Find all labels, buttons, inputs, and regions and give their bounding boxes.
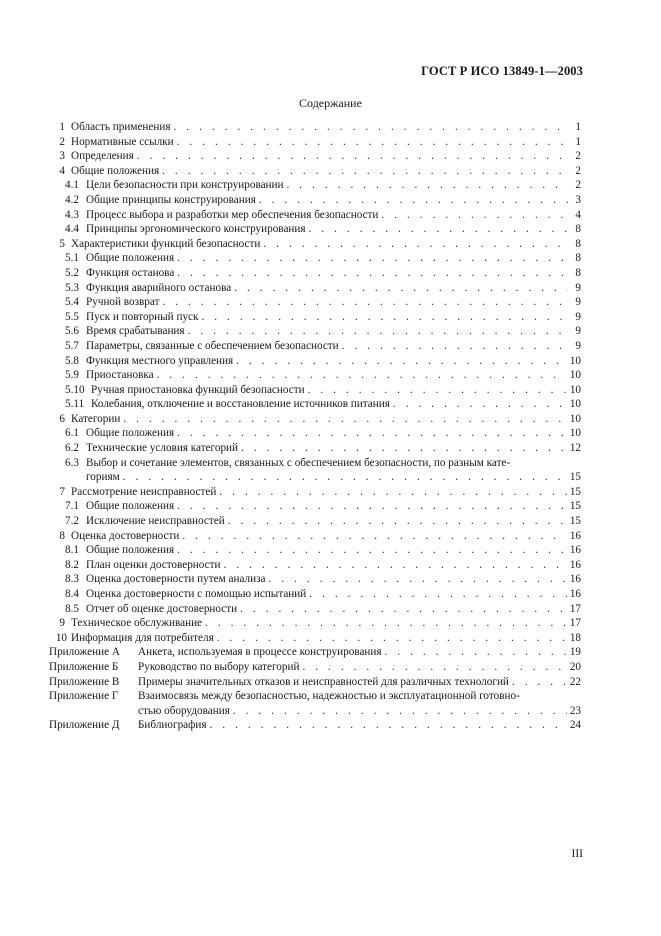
toc-entry[interactable] — [49, 237, 581, 252]
toc-entry-number: 2 — [59, 135, 65, 148]
dot-leader — [210, 718, 567, 733]
standard-designation: ГОСТ Р ИСО 13849-1—2003 — [421, 64, 583, 78]
toc-entry-title: Время срабатывания — [86, 325, 185, 338]
dot-leader — [234, 281, 568, 296]
dot-leader — [205, 616, 567, 631]
dot-leader — [263, 237, 568, 252]
toc-entry-number: 5.5 — [65, 310, 79, 323]
toc-entry-title: Общие положения — [86, 500, 175, 513]
dot-leader — [309, 587, 567, 602]
dot-leader — [177, 266, 568, 281]
toc-entry-page: 15 — [569, 515, 581, 528]
toc-entry-page: 23 — [569, 704, 581, 717]
toc-entry[interactable] — [49, 281, 581, 296]
toc-entry-title: Категории — [71, 412, 121, 425]
toc-entry-title: Область применения — [71, 121, 171, 133]
toc-entry-page: 4 — [575, 208, 581, 221]
toc-entry-title: Общие положения — [71, 164, 160, 177]
toc-entry-page: 16 — [569, 529, 581, 542]
dot-leader — [177, 499, 567, 514]
toc-entry-number: 5.6 — [65, 325, 79, 338]
toc-entry-number: Приложение Г — [49, 690, 119, 703]
toc-entry-page: 8 — [575, 223, 581, 236]
toc-entry-title: План оценки достоверности — [86, 558, 221, 571]
toc-entry[interactable] — [49, 397, 581, 412]
page-title: Содержание — [299, 96, 362, 110]
toc-entry-page: 20 — [569, 660, 581, 673]
toc-entry[interactable] — [49, 645, 581, 660]
dot-leader — [240, 602, 567, 617]
toc-entry-number: 6.2 — [65, 442, 79, 455]
toc-entry[interactable] — [49, 354, 581, 369]
toc-entry-page: 15 — [569, 485, 581, 498]
toc-entry[interactable] — [49, 266, 581, 281]
toc-entry-page: 10 — [569, 427, 581, 440]
dot-leader — [123, 470, 567, 485]
toc-entry-number: 4.1 — [65, 179, 79, 192]
toc-entry-page: 9 — [575, 281, 581, 294]
toc-entry-title: Отчет об оценке достоверности — [86, 602, 238, 615]
dot-leader — [236, 354, 567, 369]
toc-entry-number: 10 — [55, 631, 67, 644]
toc-entry-number: Приложение В — [49, 675, 120, 688]
toc-entry-number: 7 — [59, 485, 65, 498]
dot-leader — [219, 485, 566, 500]
toc-entry[interactable] — [49, 339, 581, 354]
toc-entry-page: 8 — [575, 237, 581, 250]
toc-entry-page: 2 — [575, 150, 581, 163]
toc-entry-title: Общие принципы конструирования — [86, 193, 256, 206]
toc-entry-number: 6.3 — [65, 456, 79, 469]
toc-entry-number: 5.10 — [65, 383, 85, 396]
toc-entry[interactable] — [49, 631, 581, 646]
dot-leader — [177, 135, 568, 150]
dot-leader — [201, 310, 568, 325]
toc-entry[interactable] — [49, 193, 581, 208]
toc-entry-page: 9 — [575, 296, 581, 309]
toc-entry-number: 6 — [59, 412, 65, 425]
toc-entry-number: Приложение А — [49, 646, 120, 659]
toc-entry-number: 5.2 — [65, 266, 79, 279]
dot-leader — [302, 660, 566, 675]
toc-entry-page: 9 — [575, 310, 581, 323]
toc-entry-title: Приостановка — [86, 369, 154, 382]
toc-entry-title: Определения — [71, 150, 134, 163]
dot-leader — [157, 368, 567, 383]
toc-entry-title: Техническое обслуживание — [71, 617, 203, 630]
dot-leader — [385, 645, 567, 660]
dot-leader — [309, 222, 568, 237]
toc-entry-title: Оценка достоверности с помощью испытаний — [86, 588, 307, 600]
toc-entry[interactable] — [49, 558, 581, 573]
toc-entry-page: 16 — [569, 573, 581, 586]
toc-entry-page: 16 — [569, 588, 581, 600]
dot-leader — [228, 514, 567, 529]
toc-entry-title-continuation: стью оборудования — [138, 704, 230, 717]
dot-leader — [137, 149, 568, 164]
toc-entry-page: 15 — [569, 500, 581, 513]
toc-entry[interactable] — [49, 310, 581, 325]
toc-entry-title: Оценка достоверности путем анализа — [86, 573, 266, 586]
toc-entry-number: 3 — [59, 150, 65, 163]
toc-entry-number: 7.2 — [65, 515, 79, 528]
toc-entry-page: 16 — [569, 558, 581, 571]
toc-entry-title: Ручной возврат — [86, 296, 160, 309]
dot-leader — [241, 441, 567, 456]
toc-entry-title: Функция останова — [86, 266, 175, 279]
toc-entry[interactable] — [49, 441, 581, 456]
toc-entry-page: 12 — [569, 442, 581, 455]
toc-entry[interactable] — [49, 514, 581, 529]
toc-entry-title: Характеристики функций безопасности — [71, 237, 261, 250]
toc-entry-number: 5.8 — [65, 354, 79, 367]
toc-entry-page: 10 — [569, 354, 581, 367]
toc-entry[interactable] — [49, 689, 581, 718]
toc-entry-page: 18 — [569, 631, 581, 644]
toc-entry[interactable] — [49, 602, 581, 617]
toc-entry-number: 1 — [59, 121, 65, 133]
toc-entry-title: Технические условия категорий — [86, 442, 239, 455]
toc-entry-number: 9 — [59, 617, 65, 630]
toc-entry-page: 9 — [575, 325, 581, 338]
toc-entry-title: Процесс выбора и разработки мер обеспечения безопасности — [86, 208, 379, 221]
toc-entry-page: 10 — [569, 383, 581, 396]
dot-leader — [217, 631, 567, 646]
toc-entry-title: Колебания, отключение и восстановление источников питания — [91, 398, 390, 411]
toc-entry-number: 5.9 — [65, 369, 79, 382]
toc-entry-title: Функция местного управления — [86, 354, 234, 367]
toc-entry-title: Примеры значительных отказов и неисправностей для различных технологий — [138, 675, 509, 688]
toc-entry-page: 10 — [569, 398, 581, 411]
dot-leader — [259, 193, 568, 208]
toc-entry-page: 1 — [575, 121, 581, 133]
dot-leader — [177, 251, 568, 266]
toc-entry-title: Взаимосвязь между безопасностью, надежностью и эксплуатационной готовно- — [138, 690, 520, 703]
toc-entry-title: Руководство по выбору категорий — [138, 660, 300, 673]
dot-leader — [224, 558, 567, 573]
toc-entry-title-continuation: гориям — [86, 471, 120, 484]
toc-entry[interactable] — [49, 383, 581, 398]
toc-entry-title: Общие положения — [86, 427, 175, 440]
toc-entry[interactable] — [49, 164, 581, 179]
toc-entry[interactable] — [49, 324, 581, 339]
dot-leader — [162, 295, 568, 310]
toc-entry-number: 4.3 — [65, 208, 79, 221]
toc-entry-number: 7.1 — [65, 500, 79, 513]
toc-entry[interactable] — [49, 587, 581, 602]
toc-entry-title: Принципы эргономического конструирования — [86, 223, 306, 236]
toc-entry-page: 24 — [569, 719, 581, 732]
toc-entry-title: Параметры, связанные с обеспечением безопасности — [86, 339, 339, 352]
toc-entry-number: 8.2 — [65, 558, 79, 571]
page-number: III — [571, 848, 583, 860]
toc-entry-title: Рассмотрение неисправностей — [71, 485, 217, 498]
toc-entry[interactable] — [49, 456, 581, 485]
toc-entry[interactable] — [49, 412, 581, 427]
toc-entry[interactable] — [49, 485, 581, 500]
toc-entry-page: 9 — [575, 339, 581, 352]
toc-entry[interactable] — [49, 368, 581, 383]
toc-entry-page: 2 — [575, 179, 581, 192]
toc-entry-page: 8 — [575, 266, 581, 279]
dot-leader — [268, 572, 566, 587]
toc-entry-title: Информация для потребителя — [71, 631, 214, 644]
toc-entry-page: 8 — [575, 252, 581, 265]
toc-entry-number: 5 — [59, 237, 65, 250]
toc-entry-number: Приложение Д — [49, 719, 120, 732]
toc-entry-number: 8 — [59, 529, 65, 542]
toc-entry-page: 19 — [569, 646, 581, 659]
toc-entry-title: Цели безопасности при конструировании — [86, 179, 284, 192]
toc-entry-page: 22 — [569, 675, 581, 688]
toc-entry[interactable] — [49, 616, 581, 631]
toc-entry-title: Нормативные ссылки — [71, 135, 174, 148]
toc-entry[interactable] — [49, 572, 581, 587]
toc-entry[interactable] — [49, 426, 581, 441]
toc-entry-title: Оценка достоверности — [71, 529, 180, 542]
toc-entry-number: 6.1 — [65, 427, 79, 440]
toc-entry-page: 2 — [575, 164, 581, 177]
toc-entry[interactable] — [49, 149, 581, 164]
dot-leader — [173, 120, 568, 135]
toc-entry-title: Общие положения — [86, 544, 175, 557]
toc-entry-number: 8.3 — [65, 573, 79, 586]
toc-entry-number: 5.1 — [65, 252, 79, 265]
toc-entry-page: 10 — [569, 412, 581, 425]
dot-leader — [393, 397, 567, 412]
dot-leader — [177, 426, 567, 441]
toc-entry-number: 5.3 — [65, 281, 79, 294]
toc-entry-number: Приложение Б — [49, 660, 119, 673]
toc-entry-title: Анкета, используемая в процессе конструирования — [138, 646, 382, 659]
toc-entry[interactable] — [49, 120, 581, 135]
dot-leader — [342, 339, 568, 354]
toc-entry[interactable] — [49, 208, 581, 223]
toc-entry[interactable] — [49, 675, 581, 690]
toc-entry-number: 8.5 — [65, 602, 79, 615]
toc-entry-number: 4.4 — [65, 223, 79, 236]
toc-entry-number: 5.7 — [65, 339, 79, 352]
dot-leader — [287, 178, 568, 193]
toc-entry[interactable] — [49, 660, 581, 675]
toc-entry[interactable] — [49, 543, 581, 558]
dot-leader — [177, 543, 567, 558]
toc-entry-title: Исключение неисправностей — [86, 515, 225, 528]
toc-entry-page: 16 — [569, 544, 581, 557]
dot-leader — [233, 704, 567, 719]
toc-entry-page: 17 — [569, 602, 581, 615]
table-of-contents — [49, 120, 581, 733]
dot-leader — [123, 412, 566, 427]
dot-leader — [381, 208, 568, 223]
toc-entry-title: Пуск и повторный пуск — [86, 310, 199, 323]
toc-entry-number: 5.4 — [65, 296, 79, 309]
toc-entry-number: 8.1 — [65, 544, 79, 557]
toc-entry[interactable] — [49, 718, 581, 733]
toc-entry-page: 15 — [569, 471, 581, 484]
toc-entry-number: 4.2 — [65, 193, 79, 206]
toc-entry[interactable] — [49, 295, 581, 310]
toc-entry[interactable] — [49, 178, 581, 193]
toc-entry-page: 1 — [575, 135, 581, 148]
toc-entry-number: 5.11 — [65, 398, 85, 411]
toc-entry[interactable] — [49, 222, 581, 237]
dot-leader — [512, 675, 567, 690]
dot-leader — [308, 383, 567, 398]
dot-leader — [188, 324, 568, 339]
toc-entry[interactable] — [49, 499, 581, 514]
dot-leader — [162, 164, 568, 179]
toc-entry[interactable] — [49, 135, 581, 150]
toc-entry[interactable] — [49, 251, 581, 266]
toc-entry-title: Функция аварийного останова — [86, 281, 232, 294]
toc-entry[interactable] — [49, 529, 581, 544]
dot-leader — [182, 529, 566, 544]
toc-entry-title: Ручная приостановка функций безопасности — [91, 383, 305, 396]
toc-entry-title: Библиография — [138, 719, 207, 732]
toc-entry-title: Выбор и сочетание элементов, связанных с обеспечением безопасности, по разным кате- — [86, 456, 511, 469]
toc-entry-title: Общие положения — [86, 252, 175, 265]
toc-entry-page: 17 — [569, 617, 581, 630]
toc-entry-number: 8.4 — [65, 588, 79, 600]
toc-entry-number: 4 — [59, 164, 65, 177]
toc-entry-page: 10 — [569, 369, 581, 382]
toc-entry-page: 3 — [575, 193, 581, 206]
